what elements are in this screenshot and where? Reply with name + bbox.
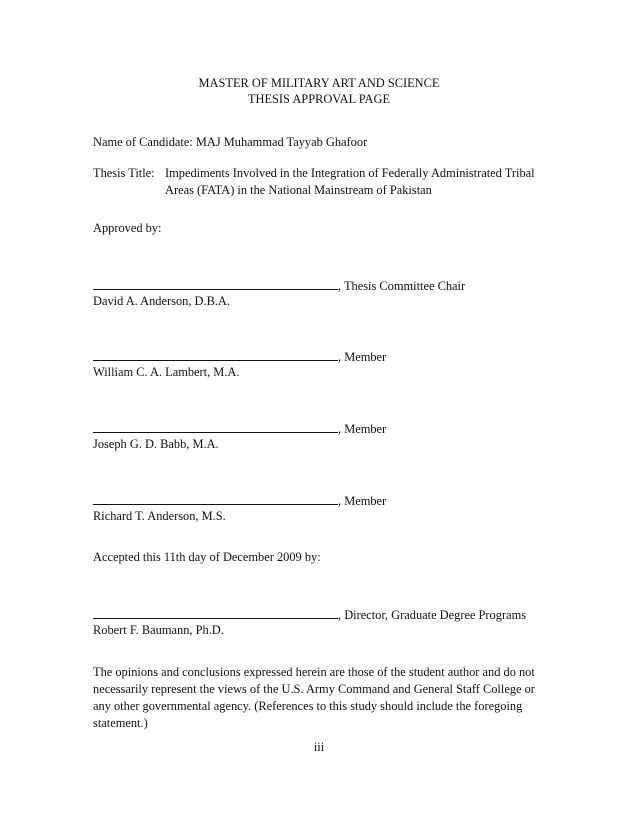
thesis-title-line-2: Areas (FATA) in the National Mainstream of Pakistan: [165, 183, 432, 197]
signer-name-member-1: William C. A. Lambert, M.A.: [93, 365, 240, 379]
signature-rule: [93, 278, 338, 290]
approved-by-label: Approved by:: [93, 221, 162, 235]
signature-line-chair: [93, 278, 465, 294]
signature-role: , Director, Graduate Degree Programs: [338, 608, 527, 622]
signature-rule: [93, 421, 338, 433]
candidate-name: MAJ Muhammad Tayyab Ghafoor: [195, 135, 368, 149]
signature-line-member-3: [93, 493, 386, 509]
disclaimer-paragraph: The opinions and conclusions expressed herein are those of the student author and do not necessarily represent the views of the U.S. Army Command and General Staff College or any other governmental agency. (References to this study should include the foregoing statement.): [93, 665, 535, 730]
signature-line-member-1: [93, 349, 386, 365]
signature-role: , Member: [338, 422, 387, 436]
signature-rule: [93, 349, 338, 361]
accepted-statement: Accepted this 11th day of December 2009 by:: [93, 550, 321, 564]
signer-name-member-2: Joseph G. D. Babb, M.A.: [93, 437, 219, 451]
signer-name-chair: David A. Anderson, D.B.A.: [93, 294, 230, 308]
signature-line-member-2: [93, 421, 386, 437]
signature-rule: [93, 607, 338, 619]
header-degree-title: MASTER OF MILITARY ART AND SCIENCE: [198, 76, 440, 90]
signature-role: , Member: [338, 350, 387, 364]
candidate-label: Name of Candidate:: [93, 135, 193, 149]
signature-rule: [93, 493, 338, 505]
signature-line-director: [93, 607, 526, 623]
thesis-title-label: Thesis Title:: [93, 166, 155, 180]
page-number: iii: [313, 740, 325, 754]
header-page-title: THESIS APPROVAL PAGE: [247, 92, 391, 106]
signer-name-director: Robert F. Baumann, Ph.D.: [93, 623, 224, 637]
candidate-line: [93, 135, 367, 150]
signature-role: , Thesis Committee Chair: [338, 279, 466, 293]
signature-role: , Member: [338, 494, 387, 508]
signer-name-member-3: Richard T. Anderson, M.S.: [93, 509, 226, 523]
thesis-title-line-1: Impediments Involved in the Integration of Federally Administrated Tribal: [165, 166, 535, 180]
